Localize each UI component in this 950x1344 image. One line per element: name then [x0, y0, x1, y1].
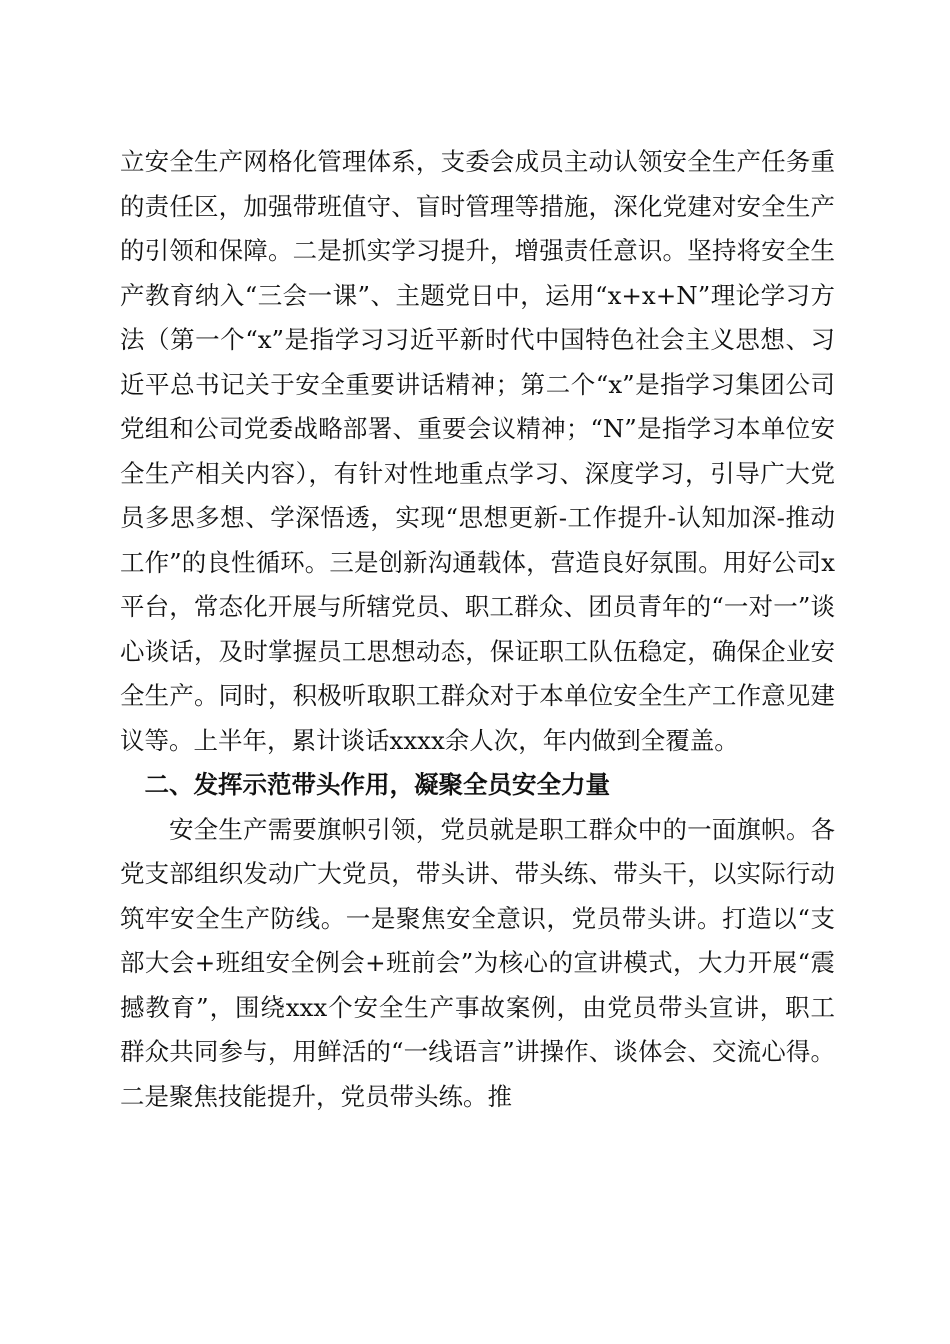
document-body: [120, 140, 835, 1119]
paragraph-continuation: 立安全生产网格化管理体系，支委会成员主动认领安全生产任务重的责任区，加强带班值守、盲时管理等措施，深化党建对安全生产的引领和保障。二是抓实学习提升，增强责任意识。坚持将安全生产教育纳入“三会一课”、主题党日中，运用“x+x+N”理论学习方法（第一个“x”是指学习习近平新时代中国特色社会主义思想、习近平总书记关于安全重要讲话精神；第二个“x”是指学习集团公司党组和公司党委战略部署、重要会议精神；“N”是指学习本单位安全生产相关内容），有针对性地重点学习、深度学习，引导广大党员多思多想、学深悟透，实现“思想更新-工作提升-认知加深-推动工作”的良性循环。三是创新沟通载体，营造良好氛围。用好公司x平台，常态化开展与所辖党员、职工群众、团员青年的“一对一”谈心谈话，及时掌握员工思想动态，保证职工队伍稳定，确保企业安全生产。同时，积极听取职工群众对于本单位安全生产工作意见建议等。上半年，累计谈话xxxx余人次，年内做到全覆盖。: [120, 147, 835, 755]
section-heading: 二、发挥示范带头作用，凝聚全员安全力量: [144, 770, 610, 799]
paragraph-section-intro: 安全生产需要旗帜引领，党员就是职工群众中的一面旗帜。各党支部组织发动广大党员，带头讲、带头练、带头干，以实际行动筑牢安全生产防线。一是聚焦安全意识，党员带头讲。打造以“支部大会+班组安全例会+班前会”为核心的宣讲模式，大力开展“震撼教育”，围绕xxx个安全生产事故案例，由党员带头宣讲，职工群众共同参与，用鲜活的“一线语言”讲操作、谈体会、交流心得。二是聚焦技能提升，党员带头练。推: [120, 814, 835, 1111]
